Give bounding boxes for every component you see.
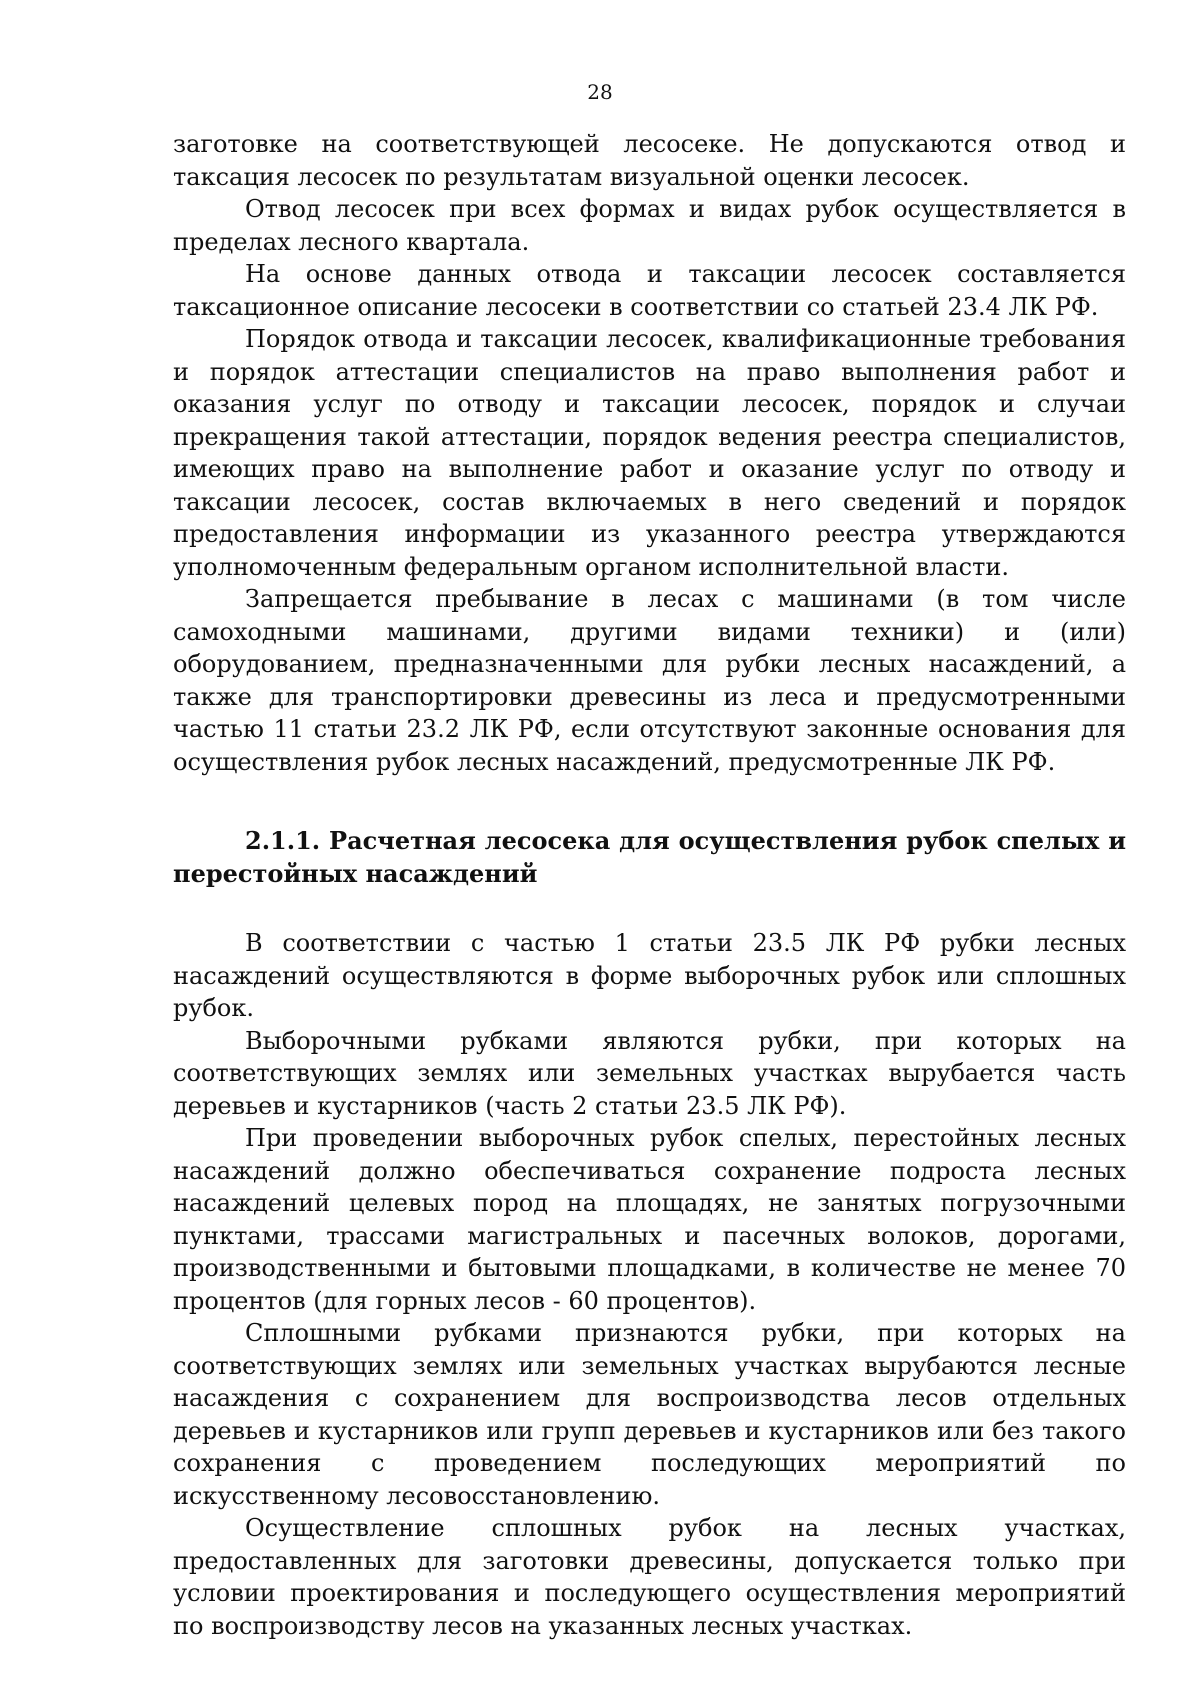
document-body xyxy=(173,128,1126,1642)
paragraph-allotment-boundaries: Отвод лесосек при всех формах и видах рубок осуществляется в пределах лесного квартала. xyxy=(173,195,1126,256)
paragraph-selective-felling: Выборочными рубками являются рубки, при которых на соответствующих землях или земельных участках вырубается часть деревьев и кустарников (часть 2 статьи 23.5 ЛК РФ). xyxy=(173,1026,1126,1120)
paragraph-machinery-prohibition: Запрещается пребывание в лесах с машинами (в том числе самоходными машинами, другими видами техники) и (или) оборудованием, предназначенными для рубки лесных насаждений, а также для транспортировки древесины из леса и предусмотренными частью 11 статьи 23.2 ЛК РФ, если отсутствуют законные основания для осуществления рубок лесных насаждений, предусмотренные ЛК РФ. xyxy=(173,585,1126,776)
paragraph-felling-forms: В соответствии с частью 1 статьи 23.5 ЛК РФ рубки лесных насаждений осуществляются в форме выборочных рубок или сплошных рубок. xyxy=(173,929,1126,1022)
paragraph-clear-felling-conditions: Осуществление сплошных рубок на лесных участках, предоставленных для заготовки древесины, допускается только при условии проектирования и последующего осуществления мероприятий по воспроизводству лесов на указанных лесных участках. xyxy=(173,1514,1126,1640)
page-number: 28 xyxy=(587,80,613,104)
paragraph-undergrowth-preservation: При проведении выборочных рубок спелых, перестойных лесных насаждений должно обеспечиваться сохранение подроста лесных насаждений целевых пород на площадях, не занятых погрузочными пунктами, трассами магистральных и пасечных волоков, дорогами, производственными и бытовыми площадками, в количестве не менее 70 процентов (для горных лесов - 60 процентов). xyxy=(173,1124,1126,1315)
paragraph-clear-felling: Сплошными рубками признаются рубки, при которых на соответствующих землях или земельных участках вырубаются лесные насаждения с сохранением для воспроизводства лесов отдельных деревьев и кустарников или групп деревьев и кустарников или без такого сохранения с проведением последующих мероприятий по искусственному лесовосстановлению. xyxy=(173,1319,1126,1510)
paragraph-certification-procedure: Порядок отвода и таксации лесосек, квалификационные требования и порядок аттестации специалистов на право выполнения работ и оказания услуг по отводу и таксации лесосек, порядок и случаи прекращения такой аттестации, порядок ведения реестра специалистов, имеющих право на выполнение работ и оказание услуг по отводу и таксации лесосек, состав включаемых в него сведений и порядок предоставления информации из указанного реестра утверждаются уполномоченным федеральным органом исполнительной власти. xyxy=(173,325,1126,581)
paragraph-continuation: заготовке на соответствующей лесосеке. Не допускаются отвод и таксация лесосек по результатам визуальной оценки лесосек. xyxy=(173,130,1126,191)
section-heading: 2.1.1. Расчетная лесосека для осуществления рубок спелых и перестойных насаждений xyxy=(173,826,1126,888)
paragraph-taxation-description: На основе данных отвода и таксации лесосек составляется таксационное описание лесосеки в соответствии со статьей 23.4 ЛК РФ. xyxy=(173,260,1126,321)
